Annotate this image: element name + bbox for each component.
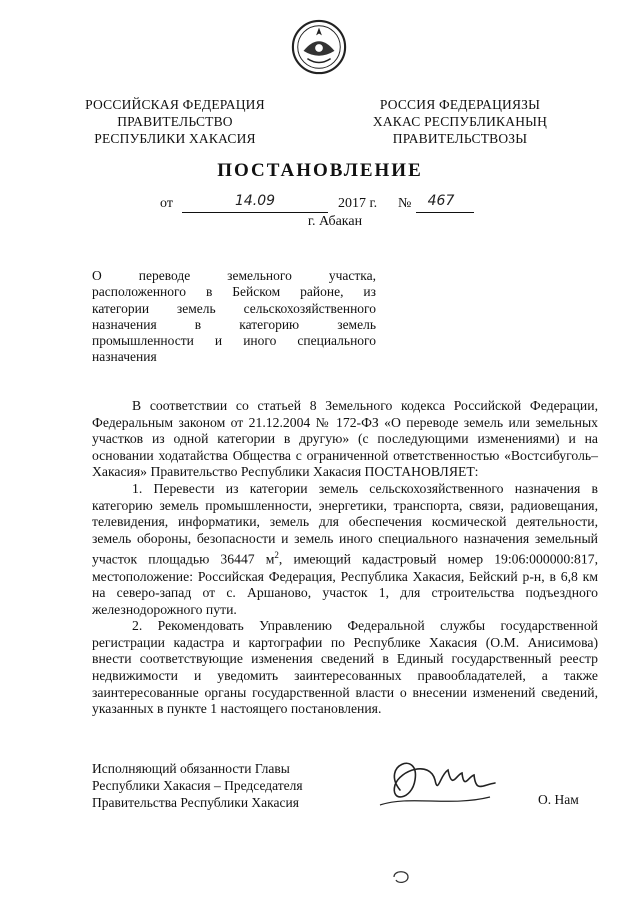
- header-left-line: РОССИЙСКАЯ ФЕДЕРАЦИЯ: [85, 97, 265, 112]
- item1-superscript: 2: [274, 550, 279, 561]
- signatory-title: [92, 760, 332, 811]
- subject-line: промышленности и иного специального: [92, 333, 376, 349]
- header-right-line: ПРАВИТЕЛЬСТВОЗЫ: [392, 131, 528, 146]
- subject-line: О переводе земельного участка,: [92, 268, 376, 283]
- item1-text-end: , имеющий кадастровый номер 19:06:000000:817, местоположение: Российская Федерация, Республика Хакасия, Бейский р-н, в 6,8 км на северо-запад от с. Аршаново, участок 1, для строительства подъездного железнодорожного пути.: [92, 551, 598, 617]
- subject-line: расположенного в Бейском районе, из: [92, 284, 376, 300]
- date-from-label: от: [160, 196, 173, 211]
- header-left-line: РЕСПУБЛИКИ ХАКАСИЯ: [94, 131, 256, 146]
- header-left: [70, 96, 280, 147]
- subject-line: категории земель сельскохозяйственного: [92, 300, 376, 316]
- coat-of-arms-emblem: [290, 18, 348, 76]
- subject-block: [92, 268, 376, 366]
- date-number-line: [160, 193, 490, 216]
- document-body: [92, 398, 598, 718]
- signatory-line: Правительства Республики Хакасия: [92, 795, 299, 810]
- document-title: ПОСТАНОВЛЕНИЕ: [217, 160, 423, 181]
- handwritten-signature: [360, 745, 500, 815]
- body-item-2: 2. Рекомендовать Управлению Федеральной службы государственной регистрации кадастра и картографии по Республике Хакасия (О.М. Анисимова) внести соответствующие изменения сведений в Единый государственный реестр недвижимости и уведомить заинтересованных правообладателей, а также заинтересованные органы государственной власти о внесении изменений сведений, указанных в пункте 1 настоящего постановления.: [92, 618, 598, 717]
- date-handwritten: 14.09: [234, 193, 276, 209]
- signatory-line: Исполняющий обязанности Главы: [92, 761, 290, 776]
- body-item-1: [92, 481, 598, 618]
- subject-line: назначения в категорию земель: [92, 316, 376, 332]
- page-mark-icon: [390, 868, 414, 886]
- subject-line: назначения: [92, 349, 157, 365]
- year-label: 2017 г.: [338, 196, 378, 211]
- item1-text-start: 1. Перевести из категории земель сельскохозяйственного назначения в категорию земель промышленности, энергетики, транспорта, связи, радиовещания, телевидения, информатики, земель для обеспечения космической деятельности, земель обороны, безопасности и земель иного специального назначения земельный участок площадью 36447 м: [92, 480, 598, 567]
- number-handwritten: 467: [427, 193, 455, 209]
- header-right-line: ХАКАС РЕСПУБЛИКАНЫҢ: [372, 114, 548, 129]
- number-label: №: [398, 196, 412, 211]
- header-right-line: РОССИЯ ФЕДЕРАЦИЯЗЫ: [379, 97, 541, 112]
- header-left-line: ПРАВИТЕЛЬСТВО: [117, 114, 233, 129]
- signatory-line: Республики Хакасия – Председателя: [92, 778, 303, 793]
- header-right: [350, 96, 570, 147]
- body-intro-paragraph: В соответствии со статьей 8 Земельного кодекса Российской Федерации, Федеральным законом от 21.12.2004 № 172-ФЗ «О переводе земель или земельных участков из одной категории в другую» (с последующими изменениями) и на основании ходатайства Общества с ограниченной ответственностью «Востсибуголь–Хакасия» Правительство Республики Хакасия ПОСТАНОВЛЯЕТ:: [92, 398, 598, 480]
- signatory-name: О. Нам: [538, 792, 579, 807]
- city-label: г. Абакан: [307, 214, 363, 229]
